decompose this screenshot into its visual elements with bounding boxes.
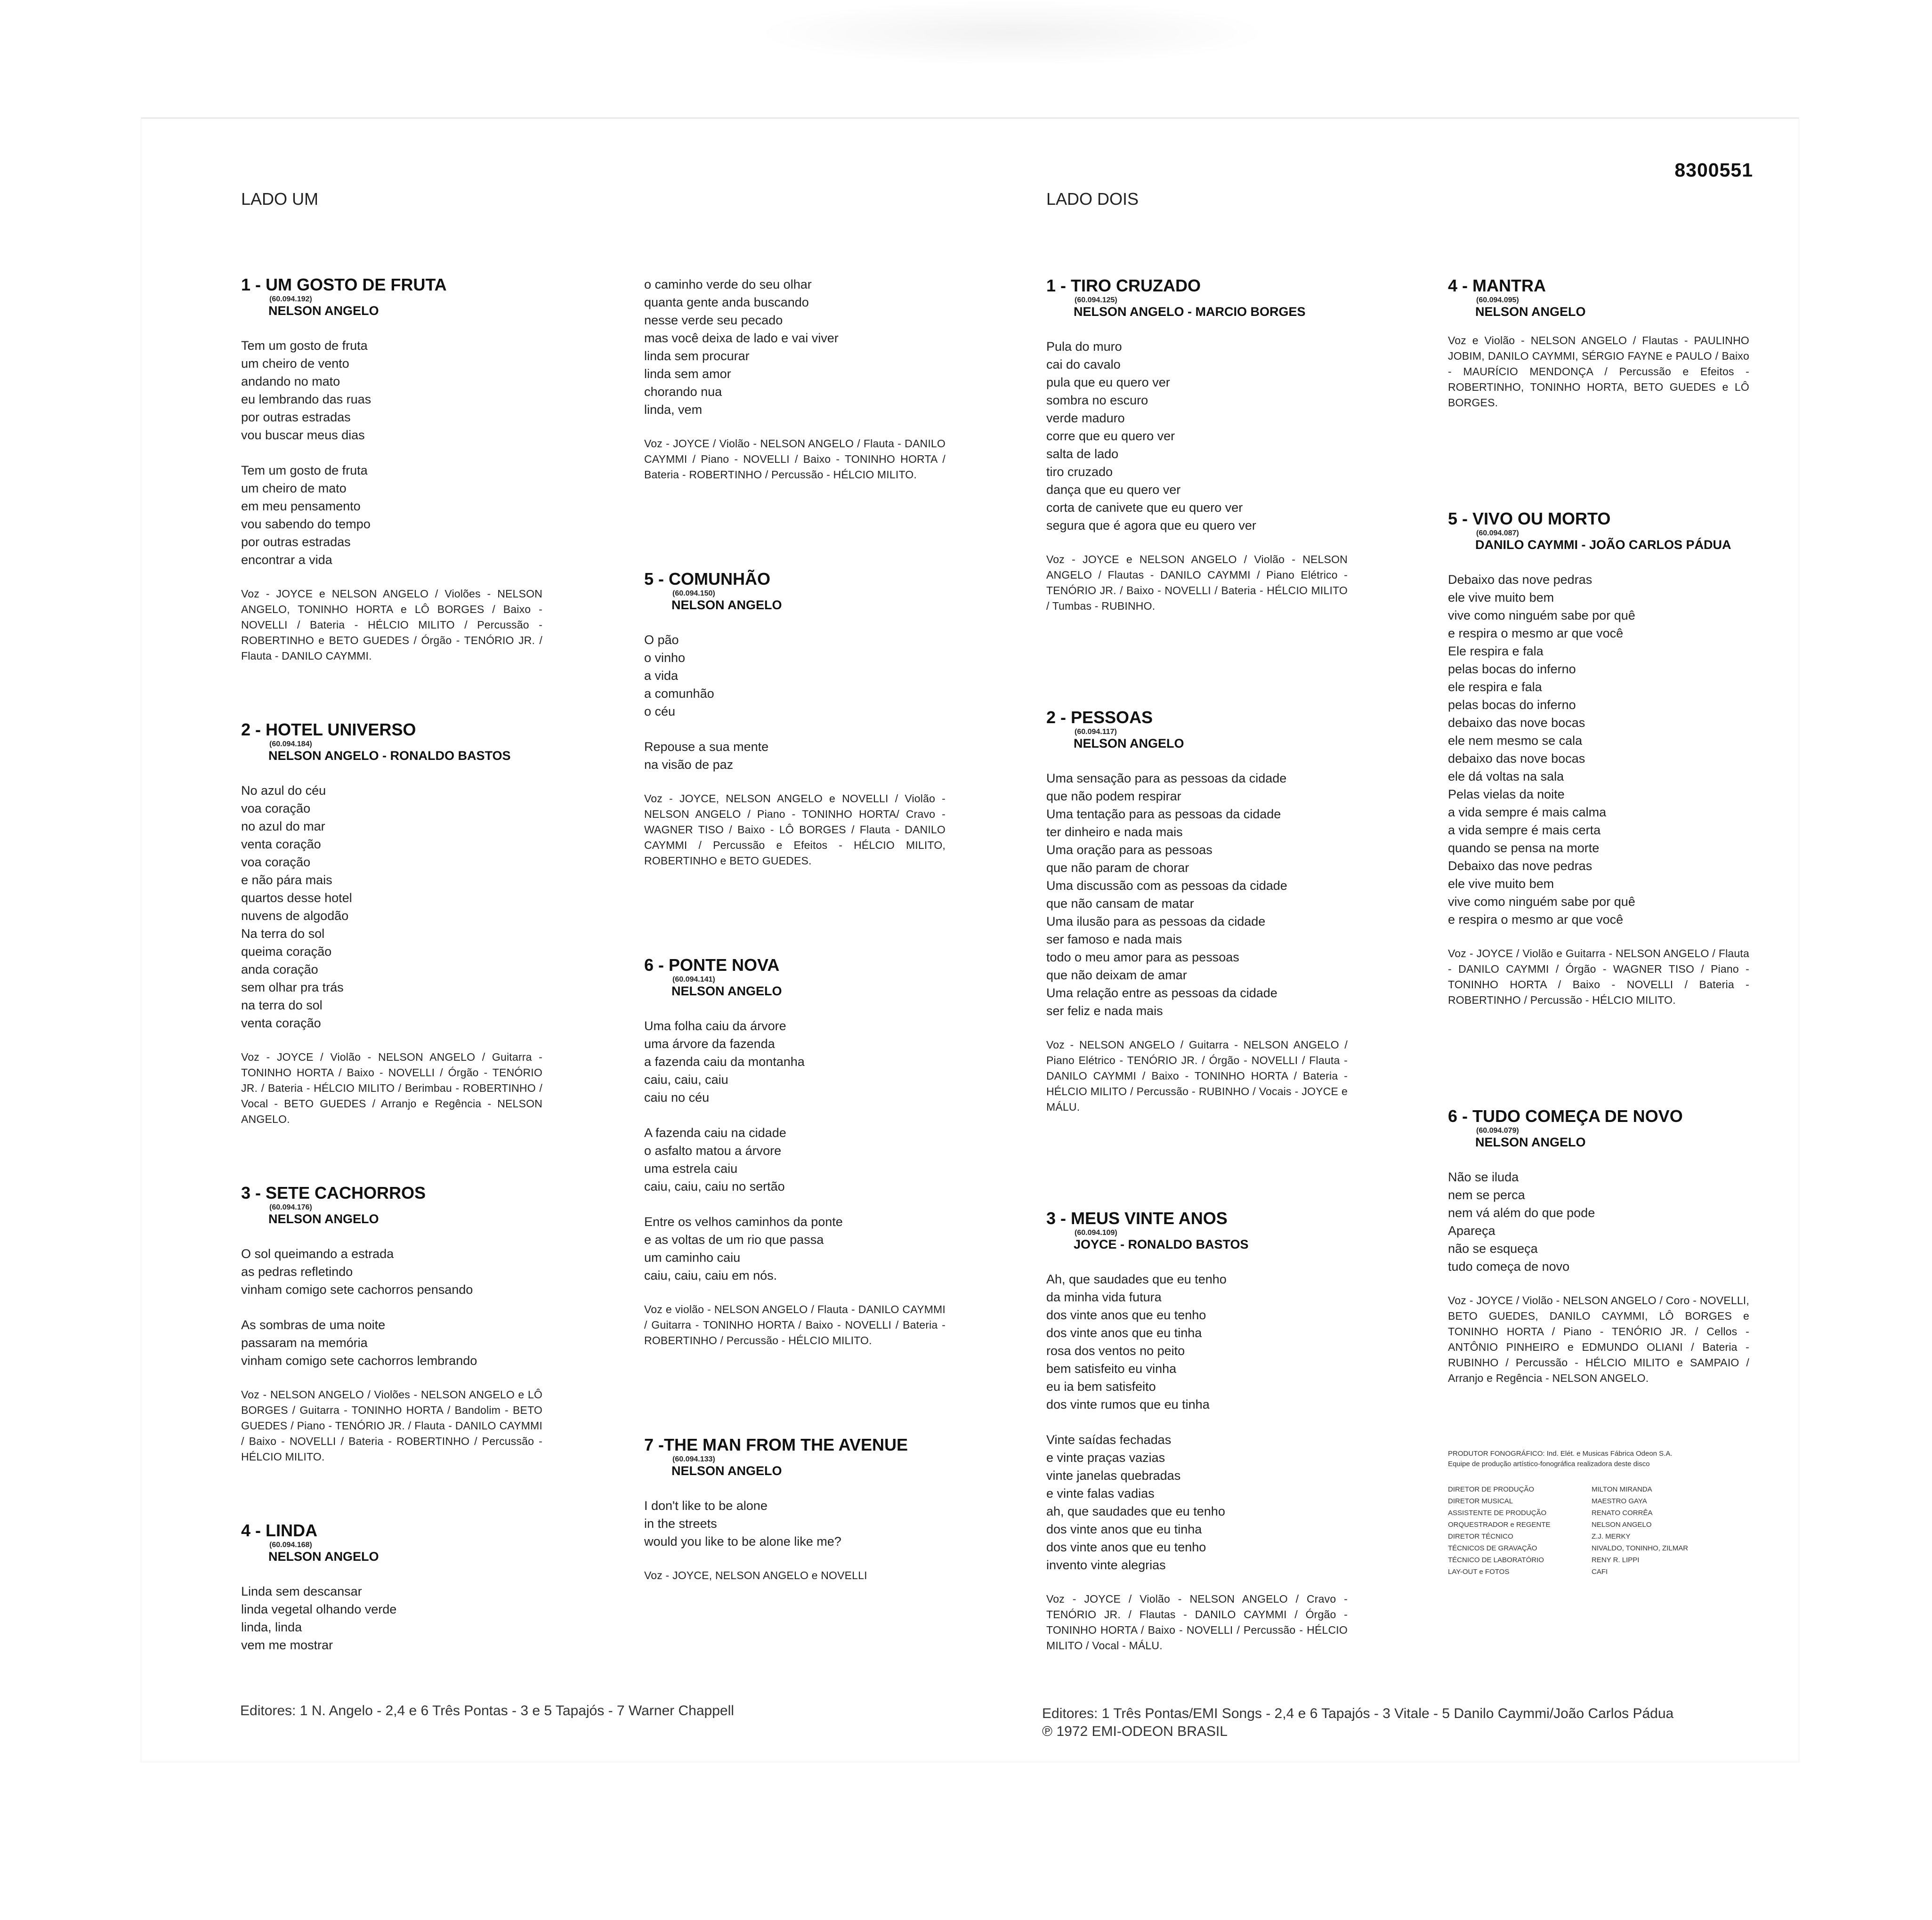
lyric-line: Uma relação entre as pessoas da cidade xyxy=(1046,986,1277,1000)
staff-role: TÉCNICOS DE GRAVAÇÃO xyxy=(1448,1544,1537,1552)
song-credits: Voz - JOYCE / Violão - NELSON ANGELO / Flauta - DANILO CAYMMI / Piano - NOVELLI / Baixo - TONINHO HORTA / Bateria - ROBERTINHO / Percussão - HÉLCIO MILITO. xyxy=(644,437,946,481)
lyric-line: voa coração xyxy=(241,801,311,815)
lyric-line: e respira o mesmo ar que você xyxy=(1448,626,1624,640)
lyric-stanza xyxy=(241,1245,542,1299)
lyric-line: Uma tentação para as pessoas da cidade xyxy=(1046,807,1281,821)
lyric-line: ter dinheiro e nada mais xyxy=(1046,825,1183,839)
lyric-line: nuvens de algodão xyxy=(241,909,349,923)
side-one-column-1 xyxy=(241,275,542,1710)
lyric-line: em meu pensamento xyxy=(241,499,361,513)
song-author: NELSON ANGELO xyxy=(1475,305,1586,319)
lyric-stanza xyxy=(1046,338,1348,534)
lyric-line: o caminho verde do seu olhar xyxy=(644,277,812,291)
song-title: 5 - COMUNHÃO xyxy=(644,569,770,589)
staff-name: MILTON MIRANDA xyxy=(1592,1485,1652,1493)
lyric-line: vinham comigo sete cachorros lembrando xyxy=(241,1354,477,1368)
lyric-line: que não param de chorar xyxy=(1046,861,1189,875)
lyric-line: linda sem amor xyxy=(644,367,731,381)
song-title: 6 - TUDO COMEÇA DE NOVO xyxy=(1448,1106,1683,1126)
production-staff xyxy=(1448,1484,1754,1578)
lyric-line: would you like to be alone like me? xyxy=(644,1534,841,1549)
song-lyrics xyxy=(644,1017,946,1284)
lyric-line: Linda sem descansar xyxy=(241,1584,362,1598)
lyric-line: na visão de paz xyxy=(644,758,734,772)
lyric-line: bem satisfeito eu vinha xyxy=(1046,1362,1177,1376)
lyric-stanza xyxy=(1046,769,1348,1020)
lyric-stanza xyxy=(644,1213,946,1284)
song-block xyxy=(241,720,542,1127)
staff-name: NELSON ANGELO xyxy=(1592,1521,1652,1529)
song-author: JOYCE - RONALDO BASTOS xyxy=(1074,1237,1249,1251)
lyric-line: caiu, caiu, caiu xyxy=(644,1073,728,1087)
song-title: 5 - VIVO OU MORTO xyxy=(1448,509,1611,528)
song-block xyxy=(1448,509,1749,1008)
lyric-line: que não podem respirar xyxy=(1046,789,1181,803)
song-author: NELSON ANGELO xyxy=(268,304,379,318)
lyric-line: linda sem procurar xyxy=(644,349,750,363)
song-title: 2 - HOTEL UNIVERSO xyxy=(241,720,416,739)
staff-name: MAESTRO GAYA xyxy=(1592,1497,1647,1505)
lyric-line: Debaixo das nove pedras xyxy=(1448,573,1592,587)
lyric-line: Uma ilusão para as pessoas da cidade xyxy=(1046,914,1266,928)
lyric-line: uma árvore da fazenda xyxy=(644,1037,775,1051)
lyric-stanza xyxy=(644,631,946,720)
song-credits: Voz - JOYCE / Violão - NELSON ANGELO / Cravo - TENÓRIO JR. / Flautas - DANILO CAYMMI / Órgão - TONINHO HORTA / Baixo - NOVELLI / Percussão - HÉLCIO MILITO / Vocal - MÁLU. xyxy=(1046,1593,1348,1652)
staff-name: RENATO CORRÊA xyxy=(1592,1509,1653,1517)
lyric-line: rosa dos ventos no peito xyxy=(1046,1344,1185,1358)
staff-name: Z.J. MERKY xyxy=(1592,1533,1631,1541)
lyric-line: e não pára mais xyxy=(241,873,332,887)
song-title: 2 - PESSOAS xyxy=(1046,708,1153,727)
song-author: NELSON ANGELO xyxy=(268,1549,379,1564)
lyric-stanza xyxy=(241,1582,542,1654)
lyric-stanza xyxy=(241,1316,542,1370)
song-code: (60.094.141) xyxy=(672,976,715,984)
lyric-line: ele respira e fala xyxy=(1448,680,1542,694)
lyric-line: voa coração xyxy=(241,855,311,869)
lyric-line: Entre os velhos caminhos da ponte xyxy=(644,1215,843,1229)
lyric-line: ah, que saudades que eu tenho xyxy=(1046,1504,1225,1518)
lyric-line: dos vinte anos que eu tinha xyxy=(1046,1326,1202,1340)
catalog-number: 8300551 xyxy=(1674,159,1753,181)
lyric-line: a fazenda caiu da montanha xyxy=(644,1055,805,1069)
lyric-line: eu lembrando das ruas xyxy=(241,392,372,406)
lyric-line: vem me mostrar xyxy=(241,1638,333,1652)
lyric-line: ele nem mesmo se cala xyxy=(1448,734,1583,748)
song-block xyxy=(1046,276,1348,614)
staff-role: DIRETOR DE PRODUÇÃO xyxy=(1448,1485,1535,1493)
staff-role: ASSISTENTE DE PRODUÇÃO xyxy=(1448,1509,1547,1517)
song-lyrics xyxy=(1046,769,1348,1020)
song-block xyxy=(644,275,946,483)
lyric-line: corre que eu quero ver xyxy=(1046,429,1175,443)
lyric-line: sem olhar pra trás xyxy=(241,980,344,994)
lyric-line: Na terra do sol xyxy=(241,927,325,941)
song-code: (60.094.176) xyxy=(269,1203,312,1211)
lyric-stanza xyxy=(1448,571,1749,928)
lyric-line: linda, vem xyxy=(644,403,703,417)
song-title: 3 - SETE CACHORROS xyxy=(241,1183,426,1202)
lyric-line: tiro cruzado xyxy=(1046,465,1113,479)
lyric-line: nem vá além do que pode xyxy=(1448,1206,1595,1220)
lyric-line: quanta gente anda buscando xyxy=(644,295,809,309)
lyric-line: dos vinte rumos que eu tinha xyxy=(1046,1397,1210,1412)
lyric-line: as pedras refletindo xyxy=(241,1265,353,1279)
song-credits: Voz - JOYCE, NELSON ANGELO e NOVELLI xyxy=(644,1569,867,1581)
song-title: 7 -THE MAN FROM THE AVENUE xyxy=(644,1435,908,1454)
lyric-line: caiu, caiu, caiu em nós. xyxy=(644,1268,777,1283)
lyric-line: pula que eu quero ver xyxy=(1046,375,1170,389)
lyric-line: pelas bocas do inferno xyxy=(1448,662,1576,676)
lyric-line: uma estrela caiu xyxy=(644,1162,738,1176)
lyric-stanza xyxy=(1046,1431,1348,1574)
staff-name: CAFI xyxy=(1592,1568,1608,1576)
song-lyrics xyxy=(644,631,946,774)
song-author: NELSON ANGELO - RONALDO BASTOS xyxy=(268,749,511,763)
lyric-line: anda coração xyxy=(241,962,318,976)
lyric-stanza xyxy=(1448,1168,1749,1275)
lyric-line: Tem um gosto de fruta xyxy=(241,339,368,353)
lyric-line: todo o meu amor para as pessoas xyxy=(1046,950,1239,964)
lyric-line: ele dá voltas na sala xyxy=(1448,769,1564,783)
lyric-line: e respira o mesmo ar que você xyxy=(1448,912,1624,927)
lyric-line: verde maduro xyxy=(1046,411,1125,425)
lyric-line: debaixo das nove bocas xyxy=(1448,716,1585,730)
lyric-stanza xyxy=(644,738,946,774)
song-block xyxy=(1046,1209,1348,1654)
staff-role: ORQUESTRADOR e REGENTE xyxy=(1448,1521,1551,1529)
lyric-line: tudo começa de novo xyxy=(1448,1259,1570,1274)
lyric-line: e vinte praças vazias xyxy=(1046,1451,1165,1465)
bleed-through-shadow xyxy=(753,0,1271,66)
lyric-line: linda vegetal olhando verde xyxy=(241,1602,397,1616)
lyric-line: na terra do sol xyxy=(241,998,323,1012)
song-author: NELSON ANGELO - MARCIO BORGES xyxy=(1074,305,1306,319)
song-credits: Voz e Violão - NELSON ANGELO / Flautas - PAULINHO JOBIM, DANILO CAYMMI, SÉRGIO FAYNE e PAULO / Baixo - MAURÍCIO MENDONÇA / Percussão e Efeitos - ROBERTINHO, TONINHO HORTA, BETO GUEDES e LÔ BORGES. xyxy=(1448,334,1749,409)
lyric-line: a vida sempre é mais certa xyxy=(1448,823,1601,837)
side-two-editors: Editores: 1 Três Pontas/EMI Songs - 2,4 e 6 Tapajós - 3 Vitale - 5 Danilo Caymmi/João Carlos Pádua xyxy=(1042,1706,1674,1721)
copyright: ℗ 1972 EMI-ODEON BRASIL xyxy=(1042,1724,1228,1739)
lyric-line: invento vinte alegrias xyxy=(1046,1558,1166,1572)
lyric-line: nem se perca xyxy=(1448,1188,1525,1202)
song-lyrics xyxy=(1448,1168,1749,1275)
side-two-column-2 xyxy=(1448,276,1749,1485)
staff-role: TÉCNICO DE LABORATÓRIO xyxy=(1448,1556,1544,1564)
song-code: (60.094.117) xyxy=(1075,728,1117,736)
lyric-line: Uma sensação para as pessoas da cidade xyxy=(1046,771,1287,785)
lyric-line: corta de canivete que eu quero ver xyxy=(1046,500,1243,515)
lyric-line: salta de lado xyxy=(1046,447,1119,461)
song-credits: Voz e violão - NELSON ANGELO / Flauta - DANILO CAYMMI / Guitarra - TONINHO HORTA / Baixo - NOVELLI / Bateria - ROBERTINHO / Percussão - HÉLCIO MILITO. xyxy=(644,1303,946,1347)
lyric-line: Vinte saídas fechadas xyxy=(1046,1433,1172,1447)
song-block xyxy=(241,1184,542,1465)
lyric-line: segura que é agora que eu quero ver xyxy=(1046,518,1256,532)
song-code: (60.094.125) xyxy=(1075,296,1117,304)
side-two-column-1 xyxy=(1046,276,1348,1748)
song-block xyxy=(644,956,946,1348)
song-title: 3 - MEUS VINTE ANOS xyxy=(1046,1209,1228,1228)
lyric-stanza xyxy=(644,1017,946,1106)
lyric-line: O sol queimando a estrada xyxy=(241,1247,394,1261)
lyric-line: andando no mato xyxy=(241,374,340,388)
lyric-line: ele vive muito bem xyxy=(1448,590,1554,605)
lyric-line: vinham comigo sete cachorros pensando xyxy=(241,1283,473,1297)
lyric-line: dos vinte anos que eu tenho xyxy=(1046,1308,1206,1322)
lyric-line: passaram na memória xyxy=(241,1336,368,1350)
song-credits: Voz - JOYCE, NELSON ANGELO e NOVELLI / Violão - NELSON ANGELO / Piano - TONINHO HORTA/ Cravo - WAGNER TISO / Baixo - LÔ BORGES / Flauta - DANILO CAYMMI / Percussão e Efeitos - HÉLCIO MILITO, ROBERTINHO e BETO GUEDES. xyxy=(644,792,946,867)
lyric-line: Tem um gosto de fruta xyxy=(241,463,368,477)
song-block xyxy=(644,570,946,869)
lyric-line: um cheiro de mato xyxy=(241,481,347,495)
lyric-line: um cheiro de vento xyxy=(241,356,349,371)
lyric-line: o asfalto matou a árvore xyxy=(644,1144,782,1158)
song-credits: Voz - JOYCE / Violão e Guitarra - NELSON ANGELO / Flauta - DANILO CAYMMI / Órgão - WAGNER TISO / Piano - TONINHO HORTA / Baixo - NOVELLI / Bateria - ROBERTINHO / Percussão - HÉLCIO MILITO. xyxy=(1448,947,1749,1006)
lyric-line: dança que eu quero ver xyxy=(1046,483,1181,497)
lyric-line: a comunhão xyxy=(644,686,714,701)
song-credits: Voz - JOYCE / Violão - NELSON ANGELO / Coro - NOVELLI, BETO GUEDES, DANILO CAYMMI, LÔ BORGES e TONINHO HORTA / Piano - TENÓRIO JR. / Cellos - ANTÔNIO PINHEIRO e EDMUNDO OLIANI / Bateria - RUBINHO / Percussão - HÉLCIO MILITO e SAMPAIO / Arranjo e Regência - NELSON ANGELO. xyxy=(1448,1294,1749,1384)
staff-role: LAY-OUT e FOTOS xyxy=(1448,1568,1510,1576)
lyric-line: Ah, que saudades que eu tenho xyxy=(1046,1272,1227,1286)
lyric-line: queima coração xyxy=(241,944,332,959)
lyric-line: dos vinte anos que eu tinha xyxy=(1046,1522,1202,1536)
production-credits xyxy=(1448,1444,1754,1578)
lyric-line: ele vive muito bem xyxy=(1448,877,1554,891)
song-title: 1 - UM GOSTO DE FRUTA xyxy=(241,275,447,294)
song-author: DANILO CAYMMI - JOÃO CARLOS PÁDUA xyxy=(1475,538,1731,552)
lyric-line: vou sabendo do tempo xyxy=(241,517,371,531)
lyric-line: venta coração xyxy=(241,1016,321,1030)
lyric-line: no azul do mar xyxy=(241,819,325,833)
lyric-line: Apareça xyxy=(1448,1224,1495,1238)
song-code: (60.094.087) xyxy=(1476,529,1519,537)
lyric-line: Uma discussão com as pessoas da cidade xyxy=(1046,879,1287,893)
song-lyrics xyxy=(1448,571,1749,928)
lyric-line: e as voltas de um rio que passa xyxy=(644,1233,824,1247)
lyric-line: A fazenda caiu na cidade xyxy=(644,1126,786,1140)
lyric-stanza xyxy=(644,275,946,419)
lyric-line: não se esqueça xyxy=(1448,1242,1538,1256)
song-credits: Voz - NELSON ANGELO / Guitarra - NELSON ANGELO / Piano Elétrico - TENÓRIO JR. / Órgão - NOVELLI / Flauta - DANILO CAYMMI / Baixo - TONINHO HORTA / Bateria - HÉLCIO MILITO / Percussão - RUBINHO / Vocais - JOYCE e MÁLU. xyxy=(1046,1039,1348,1113)
song-lyrics xyxy=(644,275,946,419)
side-one-label: LADO UM xyxy=(241,189,319,209)
production-line-1: PRODUTOR FONOGRÁFICO: Ind. Elét. e Musicas Fábrica Odeon S.A. xyxy=(1448,1450,1673,1458)
lyric-stanza xyxy=(241,337,542,444)
lyric-line: ser famoso e nada mais xyxy=(1046,932,1182,946)
lyric-line: Uma oração para as pessoas xyxy=(1046,843,1213,857)
lyric-line: vou buscar meus dias xyxy=(241,428,365,442)
lyric-line: eu ia bem satisfeito xyxy=(1046,1379,1156,1394)
song-author: NELSON ANGELO xyxy=(671,984,782,998)
lyric-line: Ele respira e fala xyxy=(1448,644,1544,658)
lyric-line: sombra no escuro xyxy=(1046,393,1148,407)
side-two-label: LADO DOIS xyxy=(1046,189,1139,209)
song-lyrics xyxy=(241,782,542,1032)
song-credits: Voz - NELSON ANGELO / Violões - NELSON ANGELO e LÔ BORGES / Guitarra - TONINHO HORTA / Bandolim - BETO GUEDES / Piano - TENÓRIO JR. / Flauta - DANILO CAYMMI / Baixo - NOVELLI / Bateria - ROBERTINHO / Percussão - HÉLCIO MILITO. xyxy=(241,1388,542,1463)
song-credits: Voz - JOYCE e NELSON ANGELO / Violão - NELSON ANGELO / Flautas - DANILO CAYMMI / Piano Elétrico - TENÓRIO JR. / Baixo - NOVELLI / Bateria - HÉLCIO MILITO / Tumbas - RUBINHO. xyxy=(1046,553,1348,612)
lyric-line: Uma folha caiu da árvore xyxy=(644,1019,786,1033)
lyric-line: por outras estradas xyxy=(241,535,351,549)
song-lyrics xyxy=(241,1582,542,1654)
production-line-2: Equipe de produção artístico-fonográfica realizadora deste disco xyxy=(1448,1460,1650,1468)
song-author: NELSON ANGELO xyxy=(671,598,782,612)
lyric-line: um caminho caiu xyxy=(644,1250,741,1265)
song-block xyxy=(644,1436,946,1583)
song-credits: Voz - JOYCE / Violão - NELSON ANGELO / Guitarra - TONINHO HORTA / Baixo - NOVELLI / Órgão - TENÓRIO JR. / Bateria - HÉLCIO MILITO / Berimbau - ROBERTINHO / Vocal - BETO GUEDES / Arranjo e Regência - NELSON ANGELO. xyxy=(241,1051,542,1125)
lyric-line: O pão xyxy=(644,633,679,647)
lyric-line: Debaixo das nove pedras xyxy=(1448,859,1592,873)
lyric-line: quando se pensa na morte xyxy=(1448,841,1600,855)
lyric-line: vive como ninguém sabe por quê xyxy=(1448,608,1635,622)
song-block xyxy=(241,1521,542,1654)
lyric-line: caiu, caiu, caiu no sertão xyxy=(644,1179,785,1194)
song-code: (60.094.168) xyxy=(269,1541,312,1549)
song-code: (60.094.109) xyxy=(1075,1229,1117,1237)
staff-name: RENY R. LIPPI xyxy=(1592,1556,1640,1564)
lyric-line: nesse verde seu pecado xyxy=(644,313,783,327)
lyric-line: e vinte falas vadias xyxy=(1046,1486,1155,1501)
lyric-line: por outras estradas xyxy=(241,410,351,424)
lyric-line: chorando nua xyxy=(644,385,722,399)
side-one-editors: Editores: 1 N. Angelo - 2,4 e 6 Três Pontas - 3 e 5 Tapajós - 7 Warner Chappell xyxy=(240,1703,734,1718)
lyric-line: quartos desse hotel xyxy=(241,891,352,905)
song-title: 4 - MANTRA xyxy=(1448,276,1546,295)
lyric-line: o vinho xyxy=(644,651,686,665)
song-title: 1 - TIRO CRUZADO xyxy=(1046,276,1201,295)
lyric-line: venta coração xyxy=(241,837,321,851)
song-author: NELSON ANGELO xyxy=(1074,736,1184,750)
song-code: (60.094.184) xyxy=(269,740,312,748)
lyric-line: linda, linda xyxy=(241,1620,302,1634)
song-block xyxy=(1046,708,1348,1115)
lyric-stanza xyxy=(241,782,542,1032)
side-one-column-2 xyxy=(644,275,946,1670)
song-lyrics xyxy=(241,1245,542,1370)
song-lyrics xyxy=(644,1497,946,1550)
song-author: NELSON ANGELO xyxy=(268,1212,379,1226)
lyric-line: As sombras de uma noite xyxy=(241,1318,386,1332)
lyric-line: encontrar a vida xyxy=(241,553,332,567)
staff-role: DIRETOR TÉCNICO xyxy=(1448,1533,1513,1541)
lyric-line: pelas bocas do inferno xyxy=(1448,698,1576,712)
lyric-line: o céu xyxy=(644,704,676,718)
lyric-line: debaixo das nove bocas xyxy=(1448,751,1585,766)
lyric-line: Repouse a sua mente xyxy=(644,740,769,754)
lyric-line: Não se iluda xyxy=(1448,1170,1519,1184)
lyric-line: que não cansam de matar xyxy=(1046,896,1194,911)
lyric-line: vinte janelas quebradas xyxy=(1046,1468,1181,1483)
song-code: (60.094.133) xyxy=(672,1455,715,1463)
lyric-line: vive como ninguém sabe por quê xyxy=(1448,895,1635,909)
lyric-line: cai do cavalo xyxy=(1046,357,1121,371)
lyric-line: mas você deixa de lado e vai viver xyxy=(644,331,839,345)
song-block xyxy=(1448,276,1749,411)
staff-role: DIRETOR MUSICAL xyxy=(1448,1497,1513,1505)
song-code: (60.094.192) xyxy=(269,295,312,303)
lyric-line: Pelas vielas da noite xyxy=(1448,787,1565,801)
lyric-stanza xyxy=(241,461,542,569)
lyric-line: I don't like to be alone xyxy=(644,1499,768,1513)
song-title: 6 - PONTE NOVA xyxy=(644,955,780,975)
lyric-line: No azul do céu xyxy=(241,783,326,798)
lyric-stanza xyxy=(1046,1270,1348,1413)
song-lyrics xyxy=(241,337,542,569)
song-lyrics xyxy=(1046,338,1348,534)
lyric-line: da minha vida futura xyxy=(1046,1290,1162,1304)
lyric-line: in the streets xyxy=(644,1517,717,1531)
song-code: (60.094.150) xyxy=(672,589,715,597)
song-code: (60.094.095) xyxy=(1476,296,1519,304)
lyric-stanza xyxy=(644,1124,946,1195)
song-title: 4 - LINDA xyxy=(241,1521,317,1540)
song-author: NELSON ANGELO xyxy=(1475,1135,1586,1149)
lyric-line: ser feliz e nada mais xyxy=(1046,1004,1163,1018)
lyric-line: caiu no céu xyxy=(644,1090,710,1105)
song-code: (60.094.079) xyxy=(1476,1127,1519,1135)
lyric-line: a vida sempre é mais calma xyxy=(1448,805,1607,819)
song-author: NELSON ANGELO xyxy=(671,1464,782,1478)
lyric-line: a vida xyxy=(644,669,679,683)
song-lyrics xyxy=(1046,1270,1348,1574)
song-block xyxy=(1448,1107,1749,1386)
song-credits: Voz - JOYCE e NELSON ANGELO / Violões - NELSON ANGELO, TONINHO HORTA e LÔ BORGES / Baixo - NOVELLI / Bateria - HÉLCIO MILITO / Percussão - ROBERTINHO e BETO GUEDES / Órgão - TENÓRIO JR. / Flauta - DANILO CAYMMI. xyxy=(241,588,542,662)
lyric-line: dos vinte anos que eu tenho xyxy=(1046,1540,1206,1554)
lyric-line: Pula do muro xyxy=(1046,339,1122,354)
song-block xyxy=(241,275,542,664)
lyric-stanza xyxy=(644,1497,946,1550)
lyric-line: que não deixam de amar xyxy=(1046,968,1187,982)
staff-name: NIVALDO, TONINHO, ZILMAR xyxy=(1592,1544,1689,1552)
